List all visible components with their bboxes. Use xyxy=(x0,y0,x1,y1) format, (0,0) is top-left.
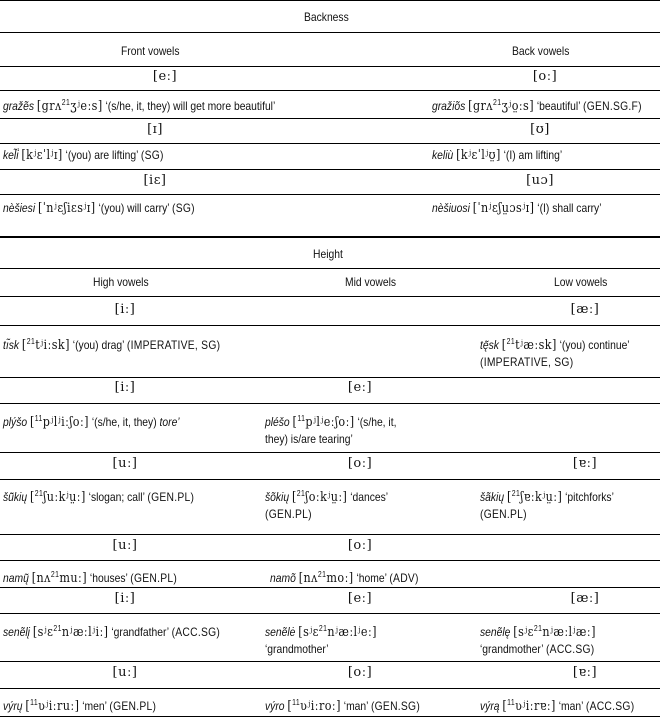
low-example: senẽlę [sʲɛ$^{21}$nʲæːlʲæː] ‘grandmother’ (ACC.SG) xyxy=(480,624,596,656)
low-vowel-symbol: [ɐː] xyxy=(572,456,598,471)
high-vowel-symbol: [uː] xyxy=(112,456,138,471)
front-vowels-header: Front vowels xyxy=(120,44,180,58)
high-example: namų̃ [nʌ$^{21}$muː] ‘houses’ (GEN.PL) xyxy=(3,570,178,586)
front-vowel-symbol: [iɛ] xyxy=(143,173,167,188)
low-example: tę̃sk [$^{21}$tʲæːsk] ‘(you) continue’ (IMPERATIVE, SG) xyxy=(480,337,630,369)
back-vowel-symbol: [uɔ] xyxy=(526,173,554,188)
mid-example: senẽlė [sʲɛ$^{21}$nʲæːlʲeː] ‘grandmother’ xyxy=(265,624,377,656)
section-divider xyxy=(0,236,660,238)
high-example: šū̃kių [$^{21}$ʃuːkʲṳː] ‘slogan; call’ (GEN.PL) xyxy=(3,489,195,505)
rule xyxy=(0,325,660,326)
high-vowel-symbol: [iː] xyxy=(114,380,136,395)
high-vowel-symbol: [iː] xyxy=(114,302,136,317)
low-vowel-symbol: [ɐː] xyxy=(572,665,598,680)
rule xyxy=(0,194,660,195)
low-vowels-header: Low vowels xyxy=(553,275,608,289)
high-example: výrų [$^{11}$ʋʲiːruː] ‘men’ (GEN.PL) xyxy=(3,698,157,714)
rule xyxy=(0,118,660,119)
low-example: šãkių [$^{21}$ʃɐːkʲṳː] ‘pitchforks’ (GEN.PL) xyxy=(480,489,614,521)
mid-vowels-header: Mid vowels xyxy=(345,275,397,289)
low-example: výrą [$^{11}$ʋʲiːrɐː] ‘man’ (ACC.SG) xyxy=(480,698,635,714)
high-vowel-symbol: [iː] xyxy=(114,591,136,606)
front-example: gražẽs [grʌ$^{21}$ʒʲeːs] ‘(s/he, it, they) will get more beautiful’ xyxy=(3,98,276,114)
rule xyxy=(0,479,660,480)
mid-vowel-symbol: [oː] xyxy=(347,665,373,680)
back-example: keliù [kʲɛˈlʲʊ̤] ‘(I) am lifting’ xyxy=(432,148,563,163)
rule xyxy=(0,268,660,269)
front-example: nèšiesi [ˈnʲɛʃiɛsʲɪ] ‘(you) will carry’ (SG) xyxy=(3,201,195,216)
front-example: keli̇̃ [kʲɛˈlʲɪ] ‘(you) are lifting’ (SG) xyxy=(3,148,164,163)
rule xyxy=(0,403,660,404)
rule xyxy=(0,90,660,91)
high-example: plýšo [$^{11}$pʲlʲiːʃoː] ‘(s/he, it, they) tore’ xyxy=(3,414,180,430)
rule xyxy=(0,661,660,662)
rule xyxy=(0,452,660,453)
rule xyxy=(0,377,660,378)
rule xyxy=(0,143,660,144)
high-vowel-symbol: [uː] xyxy=(112,538,138,553)
rule xyxy=(0,560,660,561)
rule xyxy=(0,296,660,297)
mid-vowel-symbol: [eː] xyxy=(347,591,373,606)
high-example: tı̃sk [$^{21}$tʲiːsk] ‘(you) drag’ (IMPERATIVE, SG) xyxy=(3,337,221,353)
rule xyxy=(0,613,660,614)
mid-vowel-symbol: [oː] xyxy=(347,456,373,471)
mid-example: namõ [nʌ$^{21}$moː] ‘home’ (ADV) xyxy=(270,570,419,586)
backness-title: Backness xyxy=(303,10,349,24)
low-vowel-symbol: [æː] xyxy=(570,591,600,606)
rule xyxy=(0,66,660,67)
back-vowel-symbol: [ʊ] xyxy=(530,122,550,137)
back-vowel-symbol: [oː] xyxy=(532,69,558,84)
low-vowel-symbol: [æː] xyxy=(570,302,600,317)
mid-example: šõkių [$^{21}$ʃoːkʲṳː] ‘dances’ (GEN.PL) xyxy=(265,489,389,521)
front-vowel-symbol: [eː] xyxy=(152,69,178,84)
high-example: senẽlį [sʲɛ$^{21}$nʲæːlʲiː] ‘grandfather’ (ACC.SG) xyxy=(3,624,221,640)
high-vowels-header: High vowels xyxy=(92,275,149,289)
front-vowel-symbol: [ɪ] xyxy=(147,122,163,137)
back-vowels-header: Back vowels xyxy=(511,44,570,58)
mid-vowel-symbol: [oː] xyxy=(347,538,373,553)
rule xyxy=(0,587,660,588)
top-rule xyxy=(0,0,660,1)
mid-example: pléšo [$^{11}$pʲlʲeːʃoː] ‘(s/he, it, they) is/are tearing’ xyxy=(265,414,397,446)
mid-vowel-symbol: [eː] xyxy=(347,380,373,395)
mid-example: výro [$^{11}$ʋʲiːroː] ‘man’ (GEN.SG) xyxy=(265,698,421,714)
height-title: Height xyxy=(312,247,343,261)
rule xyxy=(0,169,660,170)
back-example: gražiõs [grʌ$^{21}$ʒʲo̤ːs] ‘beautiful’ (GEN.SG.F) xyxy=(432,98,642,114)
high-vowel-symbol: [uː] xyxy=(112,665,138,680)
rule xyxy=(0,32,660,33)
bottom-rule xyxy=(0,716,660,717)
back-example: nèšiuosi [ˈnʲɛʃṳɔsʲɪ] ‘(I) shall carry’ xyxy=(432,201,602,216)
rule xyxy=(0,534,660,535)
rule xyxy=(0,688,660,689)
